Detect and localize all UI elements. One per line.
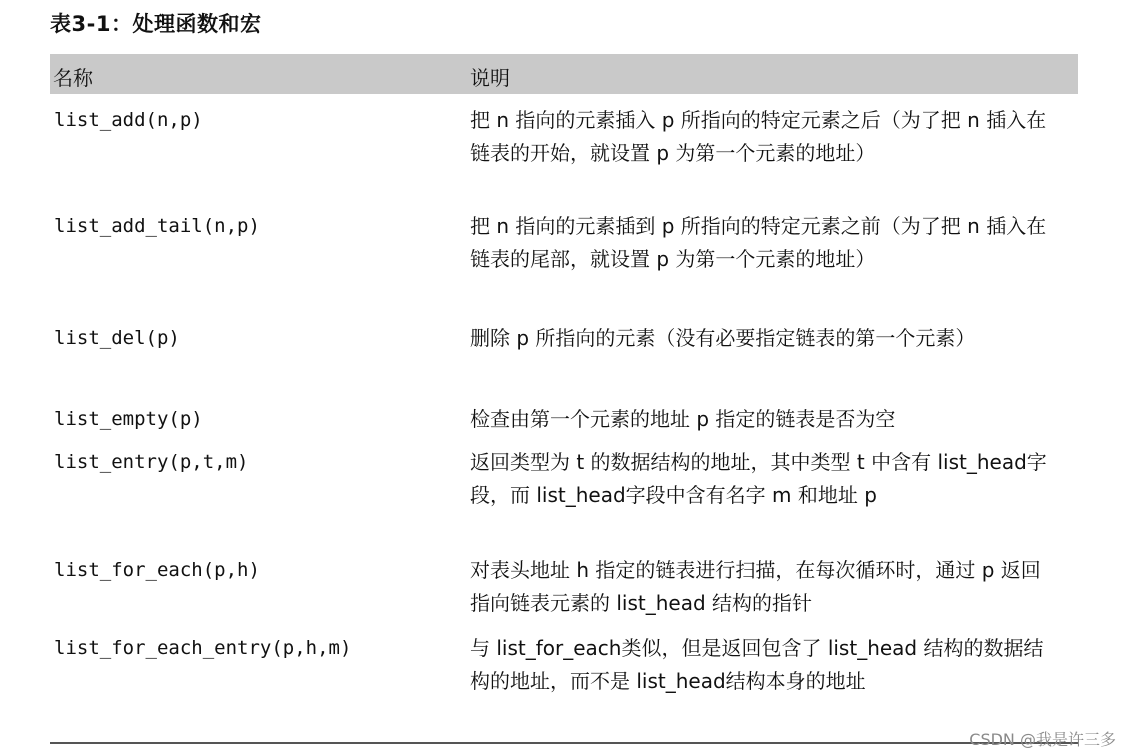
header-name: 名称 [53, 66, 93, 90]
function-description: 返回类型为 t 的数据结构的地址，其中类型 t 中含有 list_head字段，而 list_head字段中含有名字 m 和地址 p [470, 450, 1047, 507]
function-description: 删除 p 所指向的元素（没有必要指定链表的第一个元素） [470, 326, 976, 350]
function-description: 对表头地址 h 指定的链表进行扫描，在每次循环时，通过 p 返回指向链表元素的 list_head 结构的指针 [470, 558, 1041, 615]
table-bottom-rule [50, 742, 1078, 744]
function-name: list_entry(p,t,m) [54, 451, 249, 473]
watermark: CSDN @我是许三多 [969, 730, 1116, 749]
function-name: list_empty(p) [54, 408, 203, 430]
function-name: list_for_each(p,h) [54, 559, 260, 581]
function-name: list_for_each_entry(p,h,m) [54, 637, 352, 659]
function-name: list_del(p) [54, 327, 180, 349]
table-header [50, 54, 1078, 94]
function-name: list_add(n,p) [54, 109, 203, 131]
table-caption: 表3-1：处理函数和宏 [50, 12, 262, 36]
function-description: 检查由第一个元素的地址 p 指定的链表是否为空 [470, 407, 896, 431]
function-description: 把 n 指向的元素插入 p 所指向的特定元素之后（为了把 n 插入在链表的开始，就设置 p 为第一个元素的地址） [470, 108, 1047, 165]
function-name: list_add_tail(n,p) [54, 215, 260, 237]
header-description: 说明 [470, 66, 510, 90]
function-description: 与 list_for_each类似，但是返回包含了 list_head 结构的数据结构的地址，而不是 list_head结构本身的地址 [470, 636, 1044, 693]
function-description: 把 n 指向的元素插到 p 所指向的特定元素之前（为了把 n 插入在链表的尾部，就设置 p 为第一个元素的地址） [470, 214, 1047, 271]
